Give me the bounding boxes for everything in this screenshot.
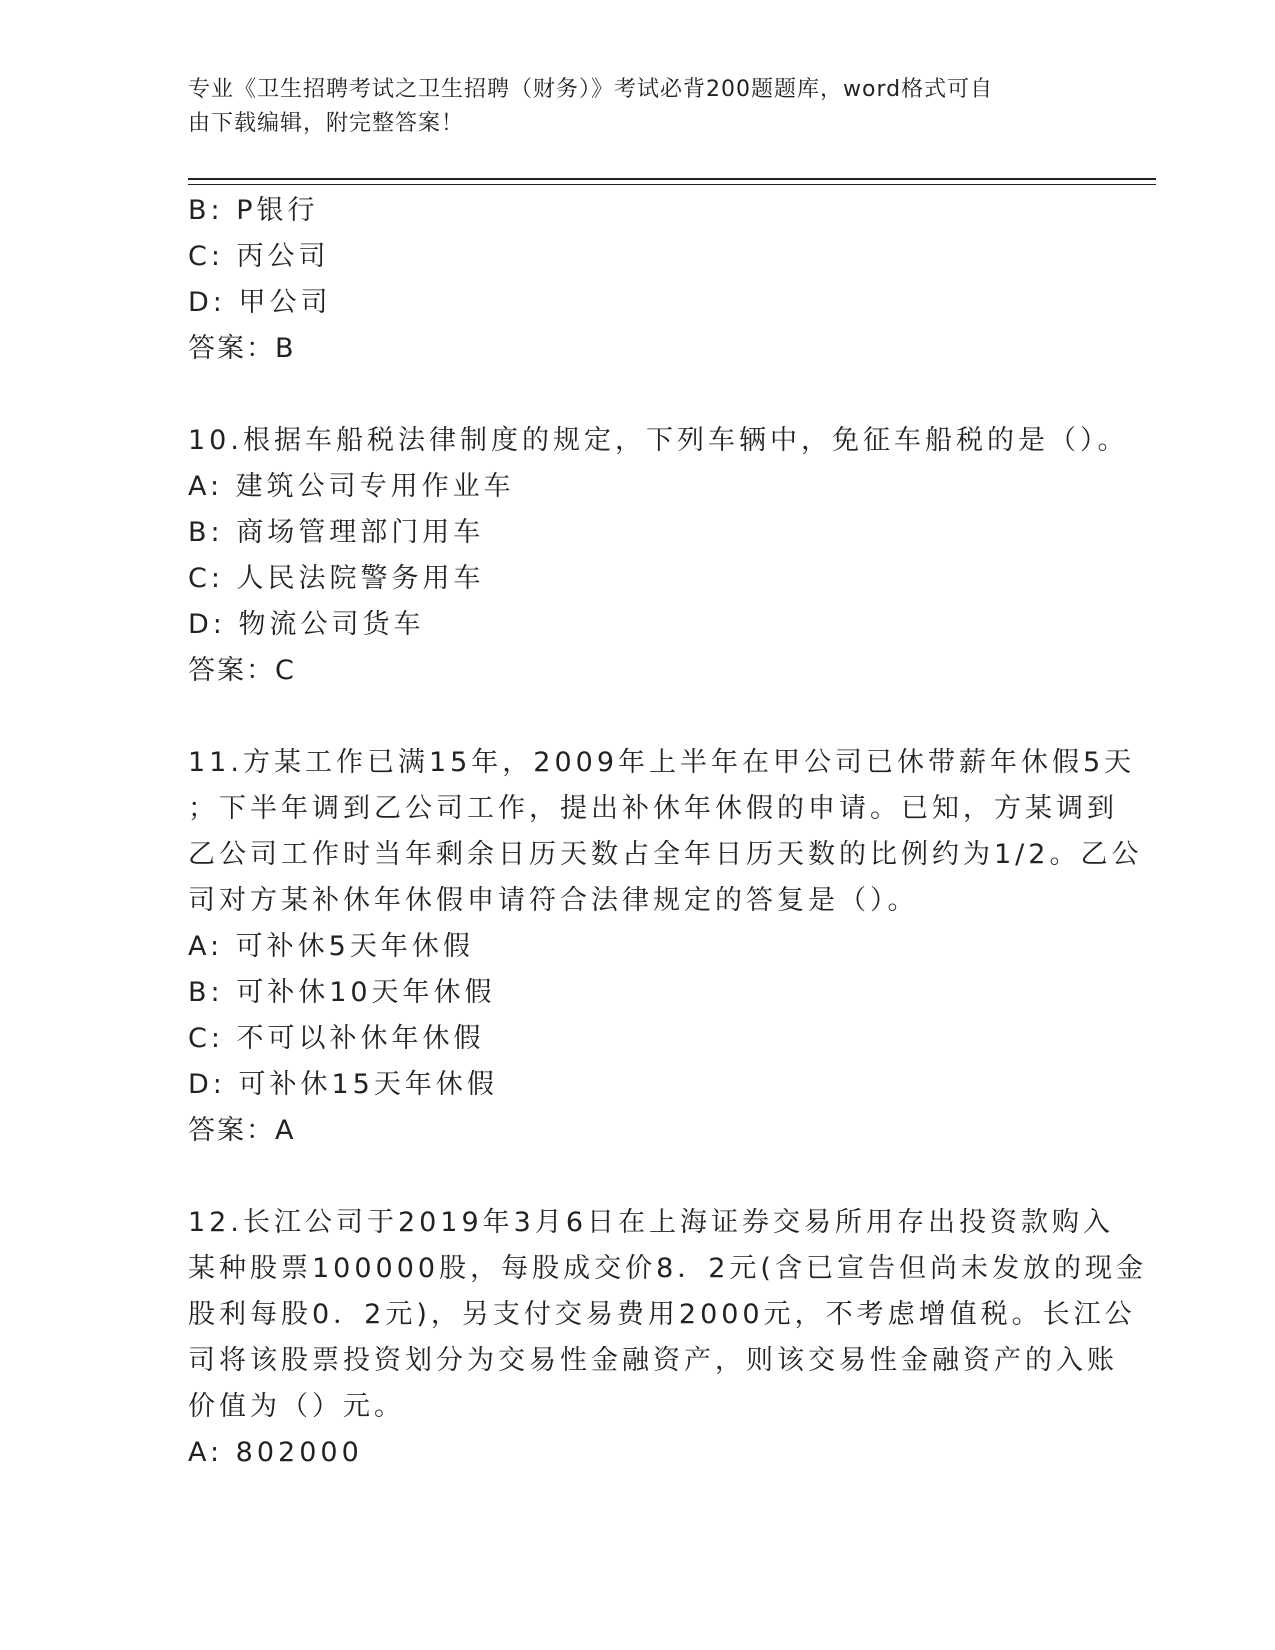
question-stem-line: 乙公司工作时当年剩余日历天数占全年日历天数的比例约为1/2。乙公 <box>188 839 1143 870</box>
question-9 <box>188 188 1088 372</box>
option-c: C: 不可以补休年休假 <box>188 1023 485 1054</box>
question-list <box>188 188 1147 1476</box>
question-stem-line: 某种股票100000股，每股成交价8．2元(含已宣告但尚未发放的现金 <box>188 1253 1147 1284</box>
answer: 答案：A <box>188 1115 296 1146</box>
spacer <box>188 694 1088 740</box>
question-stem-line: 11.方某工作已满15年，2009年上半年在甲公司已休带薪年休假5天 <box>188 747 1136 778</box>
option-a: A: 可补休5天年休假 <box>188 931 474 962</box>
answer: 答案：B <box>188 333 296 364</box>
option-c: C: 人民法院警务用车 <box>188 563 485 594</box>
header-line-1: 专业《卫生招聘考试之卫生招聘（财务）》考试必背200题题库，word格式可自 <box>188 77 994 102</box>
option-c: C: 丙公司 <box>188 241 330 272</box>
document-header <box>188 73 1068 141</box>
question-stem-line: 股利每股0．2元)，另支付交易费用2000元，不考虑增值税。长江公 <box>188 1299 1136 1330</box>
option-b: B: 可补休10天年休假 <box>188 977 496 1008</box>
question-10 <box>188 418 1129 694</box>
option-a: A: 建筑公司专用作业车 <box>188 471 515 502</box>
question-stem-line: 司对方某补休年休假申请符合法律规定的答复是（）。 <box>188 885 919 916</box>
option-d: D: 可补休15天年休假 <box>188 1069 498 1100</box>
question-stem-line: 12.长江公司于2019年3月6日在上海证券交易所用存出投资款购入 <box>188 1207 1115 1238</box>
header-line-2: 由下载编辑，附完整答案！ <box>188 111 465 136</box>
option-d: D: 物流公司货车 <box>188 609 425 640</box>
question-11 <box>188 740 1143 1154</box>
header-rule-thick <box>188 178 1156 180</box>
question-stem-line: ；下半年调到乙公司工作，提出补休年休假的申请。已知，方某调到 <box>188 793 1118 824</box>
option-b: B: 商场管理部门用车 <box>188 517 485 548</box>
spacer <box>188 372 1088 418</box>
question-stem: 10.根据车船税法律制度的规定，下列车辆中，免征车船税的是（）。 <box>188 425 1129 456</box>
option-d: D: 甲公司 <box>188 287 332 318</box>
option-a: A: 802000 <box>188 1437 363 1468</box>
option-b: B: P银行 <box>188 195 319 226</box>
header-rule-thin <box>188 184 1156 185</box>
question-12 <box>188 1200 1147 1476</box>
question-stem-line: 价值为（）元。 <box>188 1391 405 1422</box>
question-stem-line: 司将该股票投资划分为交易性金融资产，则该交易性金融资产的入账 <box>188 1345 1118 1376</box>
answer: 答案：C <box>188 655 296 686</box>
spacer <box>188 1154 1088 1200</box>
